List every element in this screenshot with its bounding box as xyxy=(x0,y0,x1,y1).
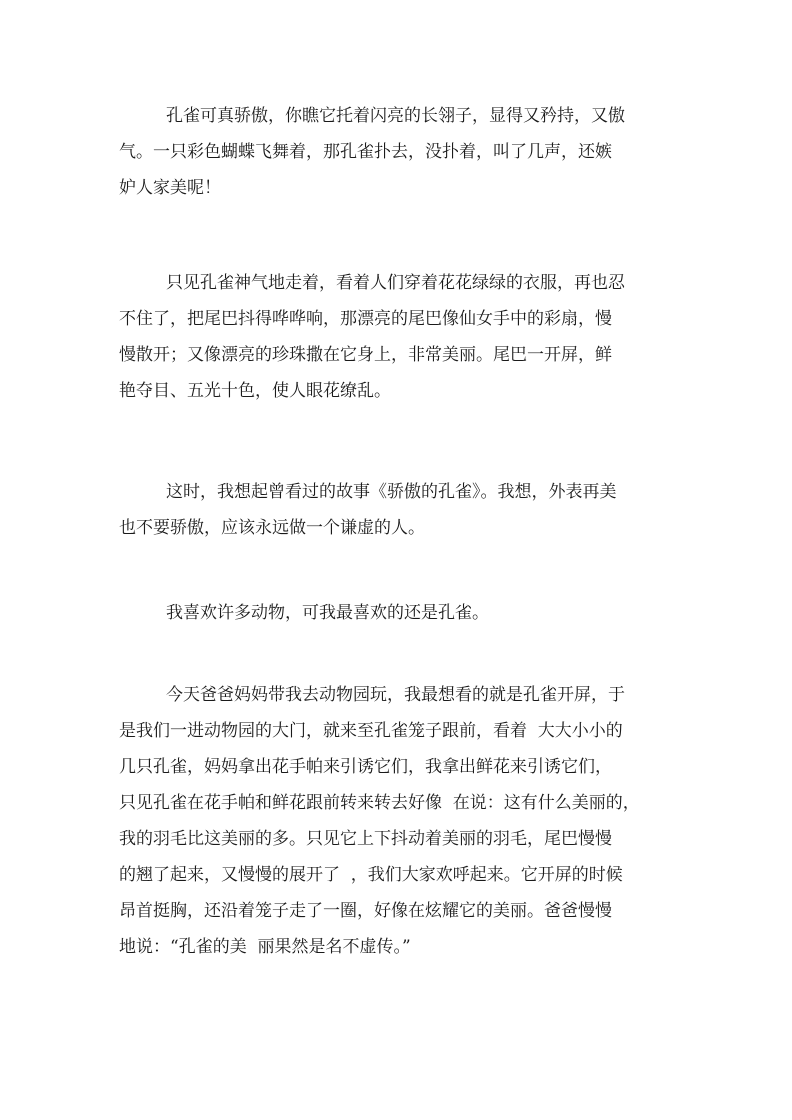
paragraph-4 xyxy=(119,595,689,631)
text-line: 只见孔雀在花手帕和鲜花跟前转来转去好像 在说：这有什么美丽的， xyxy=(119,793,640,813)
text-line: 是我们一进动物园的大门，就来至孔雀笼子跟前，看着 大大小小的 xyxy=(119,721,623,741)
paragraph-2 xyxy=(119,265,689,409)
text-line: 艳夺目、五光十色，使人眼花缭乱。 xyxy=(119,381,391,401)
text-line: 孔雀可真骄傲，你瞧它托着闪亮的长翎子，显得又矜持，又傲 xyxy=(166,106,625,126)
text-line: 我的羽毛比这美丽的多。只见它上下抖动着美丽的羽毛，尾巴慢慢 xyxy=(119,829,612,849)
paragraph-1 xyxy=(119,98,689,206)
text-line: 也不要骄傲，应该永远做一个谦虚的人。 xyxy=(119,518,425,538)
paragraph-5 xyxy=(119,677,689,965)
text-line: 我喜欢许多动物，可我最喜欢的还是孔雀。 xyxy=(166,603,489,623)
text-line: 不住了，把尾巴抖得哗哗响，那漂亮的尾巴像仙女手中的彩扇，慢 xyxy=(119,309,612,329)
text-line: 气。一只彩色蝴蝶飞舞着，那孔雀扑去，没扑着，叫了几声，还嫉 xyxy=(119,142,612,162)
text-line: 今天爸爸妈妈带我去动物园玩，我最想看的就是孔雀开屏，于 xyxy=(166,685,625,705)
text-line: 慢散开；又像漂亮的珍珠撒在它身上，非常美丽。尾巴一开屏，鲜 xyxy=(119,345,612,365)
text-line: 妒人家美呢！ xyxy=(119,178,221,198)
text-line: 这时，我想起曾看过的故事《骄傲的孔雀》。我想，外表再美 xyxy=(166,482,617,502)
text-line: 地说：“孔雀的美 丽果然是名不虚传。” xyxy=(119,937,411,957)
text-line: 只见孔雀神气地走着，看着人们穿着花花绿绿的衣服，再也忍 xyxy=(166,273,625,293)
paragraph-3 xyxy=(119,474,689,546)
text-line: 的翘了起来，又慢慢的展开了 ，我们大家欢呼起来。它开屏的时候 xyxy=(119,865,623,885)
text-line: 昂首挺胸，还沿着笼子走了一圈，好像在炫耀它的美丽。爸爸慢慢 xyxy=(119,901,612,921)
text-line: 几只孔雀，妈妈拿出花手帕来引诱它们，我拿出鲜花来引诱它们， xyxy=(119,757,612,777)
